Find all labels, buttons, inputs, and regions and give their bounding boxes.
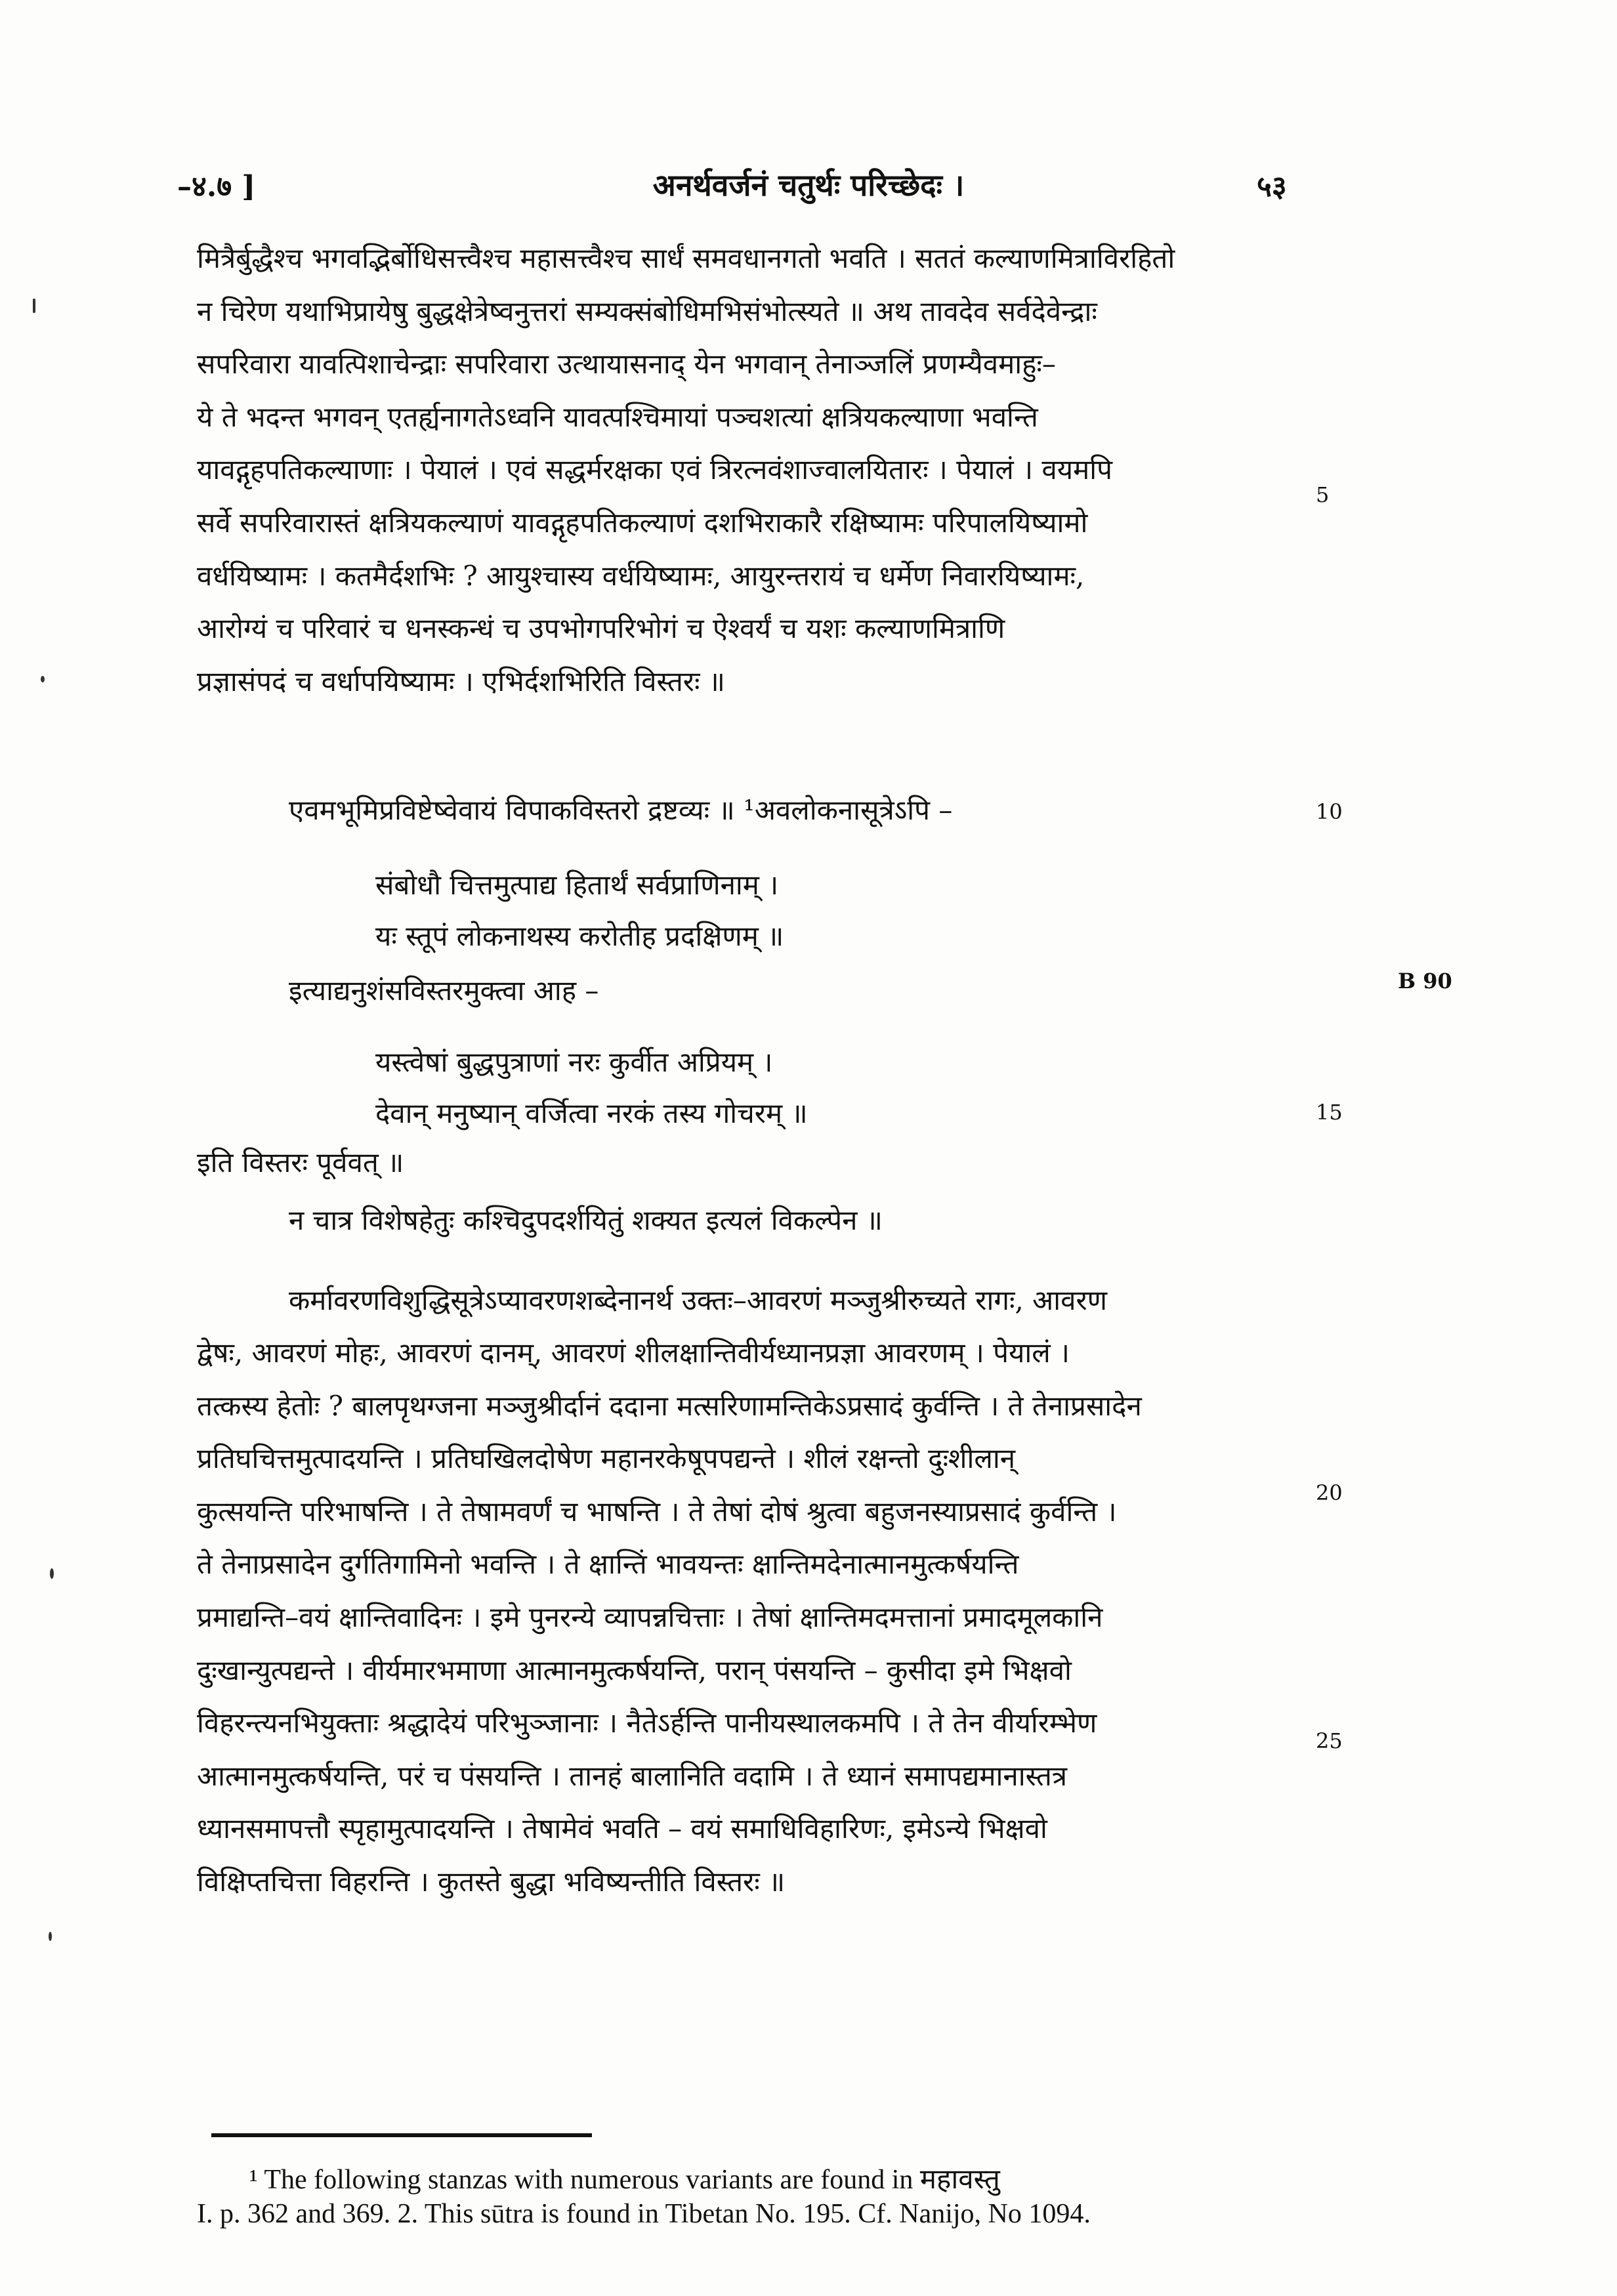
scan-mark <box>50 1568 54 1579</box>
footnote-line: ¹ The following stanzas with numerous variants are found in महावस्तु <box>249 2165 1000 2195</box>
text-line-13: इत्याद्यनुशंसविस्तरमुक्त्वा आह – <box>289 974 599 1007</box>
text-line: दुःखान्युत्पद्यन्ते । वीर्यमारभमाणा आत्मानमुत्कर्षयन्ति, परान् पंसयन्ति – कुसीदा इमे भिक्षवो <box>197 1654 1072 1686</box>
text-line-16: इति विस्तरः पूर्ववत् ॥ <box>197 1146 404 1179</box>
scan-mark <box>49 1932 52 1941</box>
text-line: न चिरेण यथाभिप्रायेषु बुद्धक्षेत्रेष्वनुत्तरां सम्यक्संबोधिमभिसंभोत्स्यते ॥ अथ तावदेव सर्वदेवेन्द्राः <box>197 295 1097 327</box>
text-line: मित्रैर्बुद्धैश्च भगवद्भिर्बोधिसत्त्वैश्च महासत्त्वैश्च सार्धं समवधानगतो भवति । सततं कल्याणमित्राविरहितो <box>197 242 1175 274</box>
running-title: अनर्थवर्जनं चतुर्थः परिच्छेदः । <box>652 167 965 203</box>
verse-line: यस्त्वेषां बुद्धपुत्राणां नरः कुर्वीत अप्रियम् । <box>375 1046 773 1078</box>
text-line: वर्धयिष्यामः । कतमैर्दशभिः ? आयुश्चास्य वर्धयिष्यामः, आयुरन्तरायं च धर्मेण निवारयिष्यामः, <box>197 559 1085 592</box>
paragraph-2-continued <box>197 1327 1326 1909</box>
text-line: आरोग्यं च परिवारं च धनस्कन्धं च उपभोगपरिभोगं च ऐश्वर्यं च यशः कल्याणमित्राणि <box>197 612 1005 645</box>
line-number-15: 15 <box>1316 1100 1343 1125</box>
verse-line: देवान् मनुष्यान् वर्जित्वा नरकं तस्य गोचरम् ॥ <box>375 1097 808 1129</box>
paragraph-1 <box>197 232 1326 708</box>
line-number-5: 5 <box>1316 482 1330 507</box>
footnote-line: I. p. 362 and 369. 2. This sūtra is found in Tibetan No. 195. Cf. Nanijo, No 1094. <box>197 2199 1091 2229</box>
text-line: ये ते भदन्त भगवन् एतर्ह्यनागतेऽध्वनि यावत्पश्चिमायां पञ्चशत्यां क्षत्रियकल्याणा भवन्ति <box>197 400 1038 433</box>
text-line: प्रज्ञासंपदं च वर्धापयिष्यामः । एभिर्दशभिरिति विस्तरः ॥ <box>197 665 725 698</box>
text-line: आत्मानमुत्कर्षयन्ति, परं च पंसयन्ति । तानहं बालानिति वदामि । ते ध्यानं समापद्यमानास्तत्र <box>197 1759 1068 1792</box>
verse-2 <box>375 1037 808 1139</box>
text-line: ते तेनाप्रसादेन दुर्गतिगामिनो भवन्ति । ते क्षान्तिं भावयन्तः क्षान्तिमदेनात्मानमुत्कर्षयन्ति <box>197 1548 1019 1581</box>
footnote-separator <box>211 2133 592 2137</box>
verse-1 <box>375 860 784 962</box>
text-line: सर्वे सपरिवारास्तं क्षत्रियकल्याणं यावद्गृहपतिकल्याणं दशभिराकारै रक्षिष्यामः परिपालयिष्यामो <box>197 506 1088 539</box>
line-number-25: 25 <box>1316 1728 1343 1753</box>
text-line: कुत्सयन्ति परिभाषन्ति । ते तेषामवर्णं च भाषन्ति । ते तेषां दोषं श्रुत्वा बहुजनस्याप्रसादं कुर्वन्ति । <box>197 1495 1117 1528</box>
text-line: कर्मावरणविशुद्धिसूत्रेऽप्यावरणशब्देनानर्थ उक्तः–आवरणं मञ्जुश्रीरुच्यते रागः, आवरण <box>289 1284 1107 1316</box>
line-number-20: 20 <box>1316 1480 1343 1505</box>
verse-line: संबोधौ चित्तमुत्पाद्य हितार्थं सर्वप्राणिनाम् । <box>375 869 779 901</box>
marginal-reference: B 90 <box>1398 969 1452 993</box>
text-line: तत्कस्य हेतोः ? बालपृथग्जना मञ्जुश्रीर्दानं ददाना मत्सरिणामन्तिकेऽप्रसादं कुर्वन्ति । ते तेनाप्रसादेन <box>197 1389 1142 1422</box>
text-line: ध्यानसमापत्तौ स्पृहामुत्पादयन्ति । तेषामेवं भवति – वयं समाधिविहारिणः, इमेऽन्ये भिक्षवो <box>197 1812 1047 1845</box>
text-line-10: एवमभूमिप्रविष्टेष्वेवायं विपाकविस्तरो द्रष्टव्यः ॥ ¹अवलोकनासूत्रेऽपि – <box>289 794 953 826</box>
text-line: सपरिवारा यावत्पिशाचेन्द्राः सपरिवारा उत्थायासनाद् येन भगवान् तेनाञ्जलिं प्रणम्यैवमाहुः– <box>197 348 1056 381</box>
verse-line: यः स्तूपं लोकनाथस्य करोतीह प्रदक्षिणम् ॥ <box>375 920 784 952</box>
text-line: विहरन्त्यनभियुक्ताः श्रद्धादेयं परिभुञ्जानाः । नैतेऽर्हन्ति पानीयस्थालकमपि । ते तेन वीर्यारम्भेण <box>197 1707 1097 1740</box>
text-line: यावद्गृहपतिकल्याणाः । पेयालं । एवं सद्धर्मरक्षका एवं त्रिरत्नवंशाज्वालयितारः । पेयालं । वयमपि <box>197 453 1112 486</box>
line-number-10: 10 <box>1316 799 1343 824</box>
text-line: द्वेषः, आवरणं मोहः, आवरणं दानम्, आवरणं शीलक्षान्तिवीर्यध्यानप्रज्ञा आवरणम् । पेयालं । <box>197 1337 1070 1369</box>
scan-mark <box>41 676 45 682</box>
page-number: ५३ <box>1257 170 1287 203</box>
text-line: प्रतिघचित्तमुत्पादयन्ति । प्रतिघखिलदोषेण महानरकेषूपपद्यन्ते । शीलं रक्षन्तो दुःशीलान् <box>197 1442 1016 1475</box>
footnote <box>197 2163 1326 2231</box>
text-line: प्रमाद्यन्ति–वयं क्षान्तिवादिनः । इमे पुनरन्ये व्यापन्नचित्ताः । तेषां क्षान्तिमदमत्तानां प्रमादमूलकानि <box>197 1600 1103 1633</box>
text-line-17: न चात्र विशेषहेतुः कश्चिदुपदर्शयितुं शक्यत इत्यलं विकल्पेन ॥ <box>289 1204 883 1236</box>
scan-mark <box>33 299 35 313</box>
paragraph-2 <box>197 1274 1326 1327</box>
section-reference: –४.७ ] <box>177 170 256 203</box>
text-line: विक्षिप्तचित्ता विहरन्ति । कुतस्ते बुद्धा भविष्यन्तीति विस्तरः ॥ <box>197 1865 786 1898</box>
